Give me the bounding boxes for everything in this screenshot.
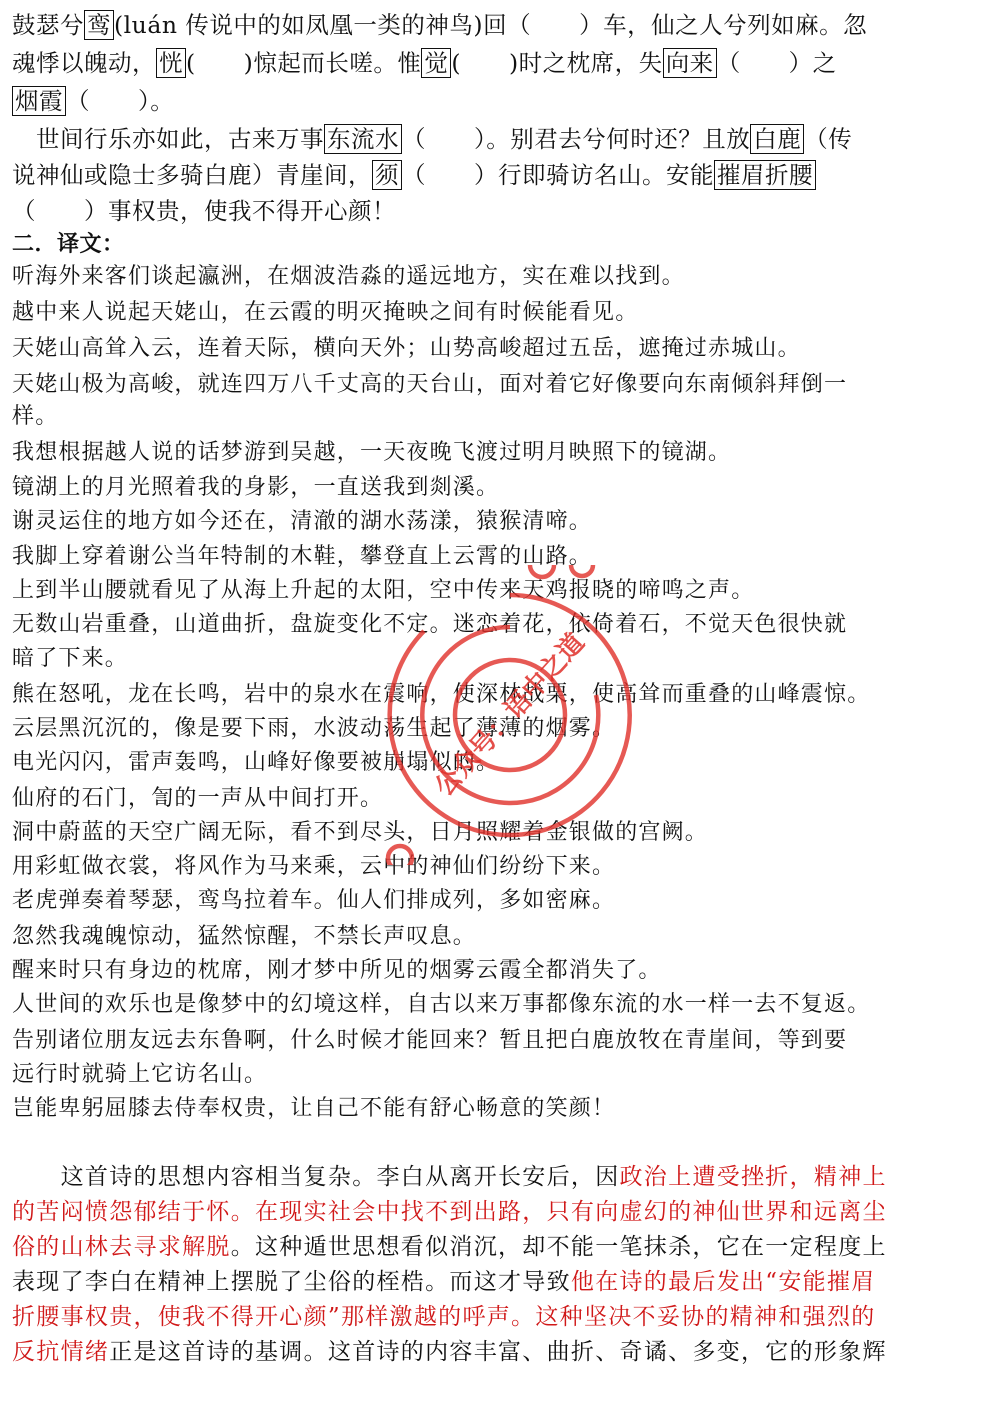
translation-line: 样。 [12, 404, 59, 429]
poem-text: ( )时之枕席，失 [451, 49, 663, 77]
poem-text: 鼓瑟兮 [12, 11, 84, 39]
poem-text: （ ）行即骑访名山。安能 [402, 161, 714, 189]
translation-line: 忽然我魂魄惊动，猛然惊醒，不禁长声叹息。 [12, 924, 477, 949]
poem-line-2 [12, 46, 980, 80]
analysis-text: 正是这首诗的基调。这首诗的内容丰富、曲折、奇谲、多变，它的形象辉 [109, 1339, 887, 1365]
boxed-keyword: 向来 [663, 48, 717, 78]
analysis-line-4 [12, 1265, 980, 1299]
analysis-line-5 [12, 1300, 980, 1334]
translation-line: 醒来时只有身边的枕席，刚才梦中所见的烟雾云霞全都消失了。 [12, 958, 662, 983]
analysis-line-3 [12, 1230, 980, 1264]
translation-line: 云层黑沉沉的，像是要下雨，水波动荡生起了薄薄的烟雾。 [12, 716, 616, 741]
poem-text: (luán 传说中的如凤凰一类的神鸟)回（ ）车，仙之人兮列如麻。忽 [114, 11, 868, 39]
translation-line: 仙府的石门，訇的一声从中间打开。 [12, 786, 384, 811]
translation-line: 听海外来客们谈起瀛洲，在烟波浩淼的遥远地方，实在难以找到。 [12, 264, 685, 289]
translation-line: 老虎弹奏着琴瑟，鸾鸟拉着车。仙人们排成列，多如密麻。 [12, 888, 616, 913]
poem-line-4 [12, 122, 980, 156]
boxed-keyword: 白鹿 [750, 124, 804, 154]
highlighted-text: 折腰事权贵，使我不得开心颜”那样激越的呼声。这种坚决不妥协的精神和强烈的 [12, 1304, 876, 1330]
highlighted-text: 俗的山林去寻求解脱 [12, 1234, 231, 1260]
highlighted-text: 反抗情绪 [12, 1339, 110, 1365]
highlighted-text: 的苦闷愤怨郁结于怀。在现实社会中找不到出路，只有向虚幻的神仙世界和远离尘 [12, 1199, 887, 1225]
translation-line: 电光闪闪，雷声轰鸣，山峰好像要被崩塌似的。 [12, 750, 500, 775]
boxed-keyword: 恍 [156, 48, 186, 78]
boxed-keyword: 摧眉折腰 [714, 160, 816, 190]
boxed-keyword: 须 [372, 160, 402, 190]
poem-line-5 [12, 158, 980, 192]
boxed-keyword: 鸾 [84, 10, 114, 40]
highlighted-text: 政治上遭受挫折，精神上 [619, 1164, 887, 1190]
analysis-line-2 [12, 1195, 980, 1229]
translation-line: 远行时就骑上它访名山。 [12, 1062, 268, 1087]
translation-line: 洞中蔚蓝的天空广阔无际，看不到尽头，日月照耀着金银做的宫阙。 [12, 820, 709, 845]
boxed-keyword: 烟霞 [12, 86, 66, 116]
translation-line: 熊在怒吼，龙在长鸣，岩中的泉水在震响，使深林战栗，使高耸而重叠的山峰震惊。 [12, 682, 871, 707]
translation-line: 越中来人说起天姥山，在云霞的明灭掩映之间有时候能看见。 [12, 300, 639, 325]
poem-line-3 [12, 84, 980, 118]
poem-text: 魂悸以魄动， [12, 49, 156, 77]
translation-line: 我脚上穿着谢公当年特制的木鞋，攀登直上云霄的山路。 [12, 544, 593, 569]
translation-line: 我想根据越人说的话梦游到吴越，一天夜晚飞渡过明月映照下的镜湖。 [12, 440, 732, 465]
translation-line: 岂能卑躬屈膝去侍奉权贵，让自己不能有舒心畅意的笑颜！ [12, 1096, 616, 1121]
boxed-keyword: 东流水 [324, 124, 402, 154]
poem-text: （传 [804, 125, 853, 153]
translation-line: 镜湖上的月光照着我的身影，一直送我到剡溪。 [12, 475, 500, 500]
poem-line-1 [12, 8, 980, 42]
translation-line: 用彩虹做衣裳，将风作为马来乘，云中的神仙们纷纷下来。 [12, 854, 616, 879]
analysis-text: 。这种遁世思想看似消沉，却不能一笔抹杀，它在一定程度上 [230, 1234, 887, 1260]
translation-line: 无数山岩重叠，山道曲折，盘旋变化不定。迷恋着花，依倚着石，不觉天色很快就 [12, 612, 848, 637]
translation-line: 谢灵运住的地方如今还在，清澈的湖水荡漾，猿猴清啼。 [12, 509, 593, 534]
translation-line: 天姥山高耸入云，连着天际，横向天外；山势高峻超过五岳，遮掩过赤城山。 [12, 336, 801, 361]
section-heading: 二．译文： [12, 232, 125, 257]
translation-line: 人世间的欢乐也是像梦中的幻境这样，自古以来万事都像东流的水一样一去不复返。 [12, 992, 871, 1017]
poem-text: ( )惊起而长嗟。惟 [186, 49, 422, 77]
poem-text: （ ）。 [66, 87, 175, 115]
analysis-line-6 [12, 1335, 980, 1369]
translation-line: 上到半山腰就看见了从海上升起的太阳，空中传来天鸡报晓的啼鸣之声。 [12, 578, 755, 603]
highlighted-text: 他在诗的最后发出“安能摧眉 [570, 1269, 876, 1295]
poem-line-6 [12, 194, 980, 228]
translation-line: 告别诸位朋友远去东鲁啊，什么时候才能回来？暂且把白鹿放牧在青崖间，等到要 [12, 1028, 848, 1053]
analysis-text: 这首诗的思想内容相当复杂。李白从离开长安后，因 [12, 1164, 620, 1190]
poem-text: 世间行乐亦如此，古来万事 [12, 125, 324, 153]
boxed-keyword: 觉 [421, 48, 451, 78]
translation-line: 暗了下来。 [12, 646, 129, 671]
poem-text: （ ）事权贵，使我不得开心颜！ [12, 197, 396, 225]
stamp-text: 公众号：语中之道 [429, 627, 591, 803]
poem-text: 说神仙或隐士多骑白鹿）青崖间， [12, 161, 372, 189]
analysis-line-1 [12, 1160, 980, 1194]
translation-line: 天姥山极为高峻，就连四万八千丈高的天台山，面对着它好像要向东南倾斜拜倒一 [12, 372, 848, 397]
analysis-text: 表现了李白在精神上摆脱了尘俗的桎梏。而这才导致 [12, 1269, 571, 1295]
poem-text: （ ）之 [716, 49, 837, 77]
poem-text: （ ）。别君去兮何时还？且放 [402, 125, 751, 153]
